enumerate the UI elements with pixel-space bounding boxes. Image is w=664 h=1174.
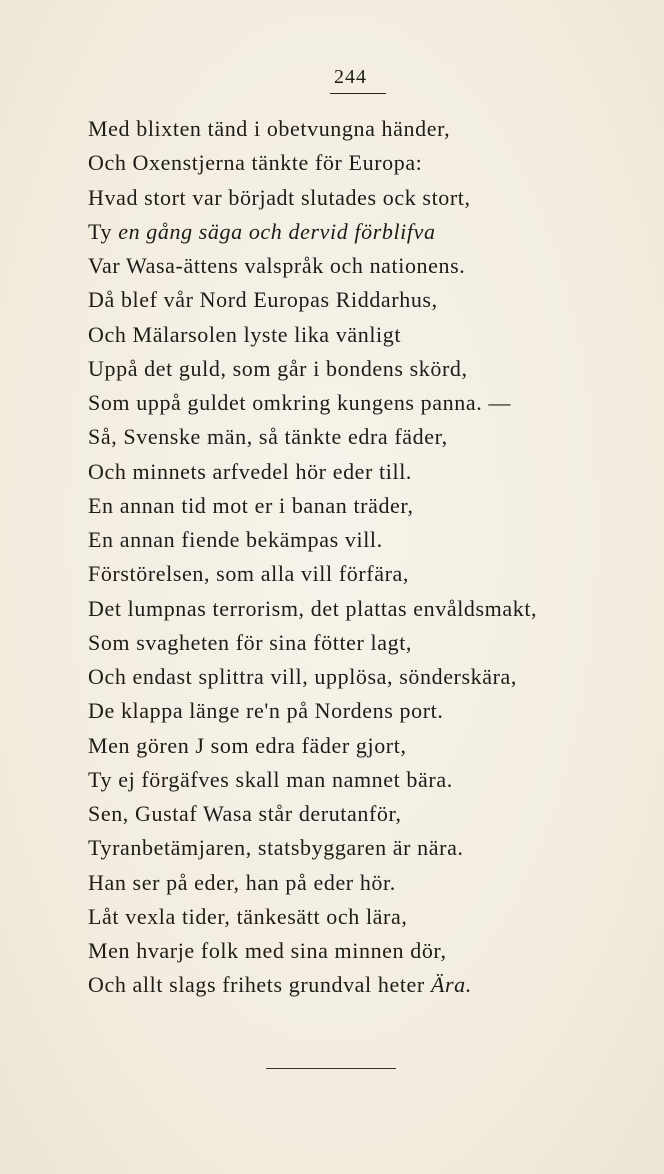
poem-line [88,831,648,865]
poem-line-text: Låt vexla tider, tänkesätt och lära, [88,903,408,929]
poem-line-text: Det lumpnas terrorism, det plattas envåldsmakt, [88,595,538,621]
poem-line [88,249,648,283]
poem-line [88,318,648,352]
poem-line [88,729,648,763]
poem-line-text: Med blixten tänd i obetvungna händer, [88,116,451,141]
poem-line [88,626,648,660]
poem-line-text: Och allt slags frihets grundval heter [88,972,431,998]
header-rule [330,93,386,94]
poem-line-text: Ty ej förgäfves skall man namnet bära. [88,766,453,792]
poem-line-text: En annan fiende bekämpas vill. [88,527,383,552]
page-number: 244 [334,66,367,88]
poem-line [88,694,648,728]
poem-line [88,523,648,557]
poem-line [88,934,648,968]
poem-line [88,557,648,591]
poem-line-text: Sen, Gustaf Wasa står derutanför, [88,801,402,826]
poem-line-text: Då blef vår Nord Europas Riddarhus, [88,287,438,313]
footer-rule [266,1068,396,1069]
poem-line-text: En annan tid mot er i banan träder, [88,492,414,518]
poem-line-text: Och Mälarsolen lyste lika vänligt [88,321,402,347]
poem-line-italic-text: en gång säga och dervid förblifva [118,218,436,244]
poem-line [88,455,648,489]
poem-line-text: Men gören J som edra fäder gjort, [88,732,407,758]
poem-line-text: Så, Svenske män, så tänkte edra fäder, [88,424,448,450]
poem-line [88,489,648,523]
poem-line-text: Förstörelsen, som alla vill förfära, [88,561,409,587]
poem-line-text: Uppå det guld, som går i bondens skörd, [88,355,468,381]
poem-line-text: De klappa länge re'n på Nordens port. [88,698,444,724]
poem-line-text: Som uppå guldet omkring kungens panna. — [88,390,512,415]
poem-line [88,215,648,249]
poem-line [88,866,648,900]
poem-line [88,797,648,831]
poem-line [88,283,648,317]
poem-line [88,660,648,694]
poem-line [88,968,648,1002]
poem-line [88,181,648,215]
poem-line [88,352,648,386]
poem-line [88,146,648,180]
poem-line-italic-text: Ära. [430,972,472,998]
poem-line-text: Var Wasa-ättens valspråk och nationens. [88,253,466,278]
poem-line-text: Som svagheten för sina fötter lagt, [88,629,413,655]
poem-line [88,420,648,454]
poem [88,112,648,1003]
poem-line-text: Hvad stort var börjadt slutades ock stort, [88,184,471,210]
poem-line-text: Han ser på eder, han på eder hör. [88,869,396,895]
poem-line-text: Och Oxenstjerna tänkte för Europa: [88,150,423,176]
poem-line [88,592,648,626]
poem-line-text: Men hvarje folk med sina minnen dör, [88,938,447,963]
poem-line-text: Tyranbetämjaren, statsbyggaren är nära. [88,835,464,861]
poem-line [88,763,648,797]
poem-line [88,112,648,146]
poem-line [88,386,648,420]
poem-line-text: Och minnets arfvedel hör eder till. [88,458,413,484]
poem-line [88,900,648,934]
poem-line-text: Ty [88,218,119,244]
poem-line-text: Och endast splittra vill, upplösa, sönderskära, [88,664,518,689]
